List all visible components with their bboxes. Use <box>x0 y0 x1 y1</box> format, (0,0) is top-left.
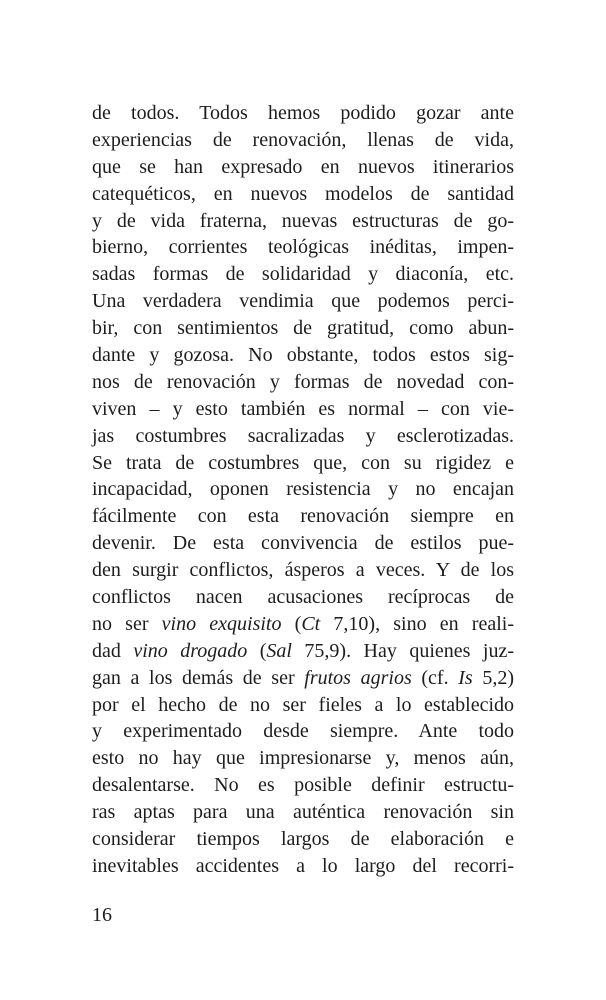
text-line <box>92 127 514 154</box>
text-line <box>92 557 514 584</box>
text-line <box>92 503 514 530</box>
text-line <box>92 665 514 692</box>
text-line <box>92 692 514 719</box>
text-segment: desalentarse. No es posible definir estructu- <box>92 774 514 797</box>
text-line <box>92 261 514 288</box>
text-segment: fácilmente con esta renovación siempre en <box>92 505 514 528</box>
text-segment: devenir. De esta convivencia de estilos pue- <box>92 532 514 555</box>
italic-citation: Ct <box>301 612 321 635</box>
text-segment: de todos. Todos hemos podido gozar ante <box>92 102 514 124</box>
text-segment: por el hecho de no ser fieles a lo establecido <box>92 693 514 716</box>
text-line <box>92 799 514 826</box>
text-segment: y experimentado desde siempre. Ante todo <box>92 720 514 743</box>
text-segment: gan a los demás de ser <box>92 666 305 689</box>
text-segment: Se trata de costumbres que, con su rigidez e <box>92 451 514 474</box>
text-segment: bir, con sentimientos de gratitud, como abun- <box>92 317 514 340</box>
text-line <box>92 315 514 342</box>
italic-citation: vino exquisito <box>161 612 282 635</box>
text-segment: sadas formas de solidaridad y diaconía, etc. <box>92 263 514 286</box>
text-segment: dante y gozosa. No obstante, todos estos sig- <box>92 344 514 367</box>
italic-citation: vino drogado <box>133 639 248 662</box>
text-line <box>92 342 514 369</box>
text-line <box>92 369 514 396</box>
text-line <box>92 853 514 880</box>
italic-citation: frutos agrios <box>304 666 412 689</box>
text-segment: considerar tiempos largos de elaboración e <box>92 828 514 851</box>
text-segment: nos de renovación y formas de novedad con- <box>92 370 514 393</box>
text-line <box>92 772 514 799</box>
text-line <box>92 100 514 127</box>
text-segment: ( <box>247 639 267 662</box>
text-segment: esto no hay que impresionarse y, menos aún, <box>92 747 514 770</box>
text-segment: dad <box>92 639 134 662</box>
text-line <box>92 288 514 315</box>
italic-citation: Is <box>458 666 473 689</box>
text-segment: experiencias de renovación, llenas de vida, <box>92 128 514 151</box>
text-line <box>92 181 514 208</box>
text-segment: y de vida fraterna, nuevas estructuras de go- <box>92 209 514 232</box>
italic-citation: Sal <box>266 639 292 662</box>
text-line <box>92 745 514 772</box>
body-text <box>92 100 514 880</box>
text-segment: conflictos nacen acusaciones recíprocas de <box>92 586 514 609</box>
text-segment: Una verdadera vendimia que podemos perci- <box>92 290 514 313</box>
text-segment: inevitables accidentes a lo largo del recorri- <box>92 854 514 877</box>
text-segment: ( <box>281 612 302 635</box>
text-line <box>92 396 514 423</box>
text-segment: 5,2) <box>472 666 514 689</box>
text-line <box>92 826 514 853</box>
text-segment: 7,10), sino en reali- <box>320 612 514 635</box>
text-line <box>92 234 514 261</box>
text-segment: (cf. <box>411 666 459 689</box>
text-line <box>92 638 514 665</box>
text-segment: bierno, corrientes teológicas inéditas, impen- <box>92 236 514 259</box>
text-segment: catequéticos, en nuevos modelos de santidad <box>92 182 514 205</box>
text-segment: den surgir conflictos, ásperos a veces. Y de los <box>92 559 514 582</box>
text-line <box>92 584 514 611</box>
text-line <box>92 718 514 745</box>
text-line <box>92 154 514 181</box>
text-segment: no ser <box>92 612 162 635</box>
page-number: 16 <box>92 904 112 926</box>
text-segment: viven – y esto también es normal – con vie- <box>92 397 514 420</box>
text-segment: 75,9). Hay quienes juz- <box>291 639 514 662</box>
text-line <box>92 208 514 235</box>
text-segment: jas costumbres sacralizadas y esclerotizadas. <box>92 424 514 447</box>
text-segment: incapacidad, oponen resistencia y no encajan <box>92 478 514 501</box>
text-segment: que se han expresado en nuevos itinerarios <box>92 155 514 178</box>
text-line <box>92 423 514 450</box>
text-line <box>92 530 514 557</box>
text-line <box>92 611 514 638</box>
text-segment: ras aptas para una auténtica renovación sin <box>92 801 514 824</box>
text-line <box>92 450 514 477</box>
text-line <box>92 476 514 503</box>
